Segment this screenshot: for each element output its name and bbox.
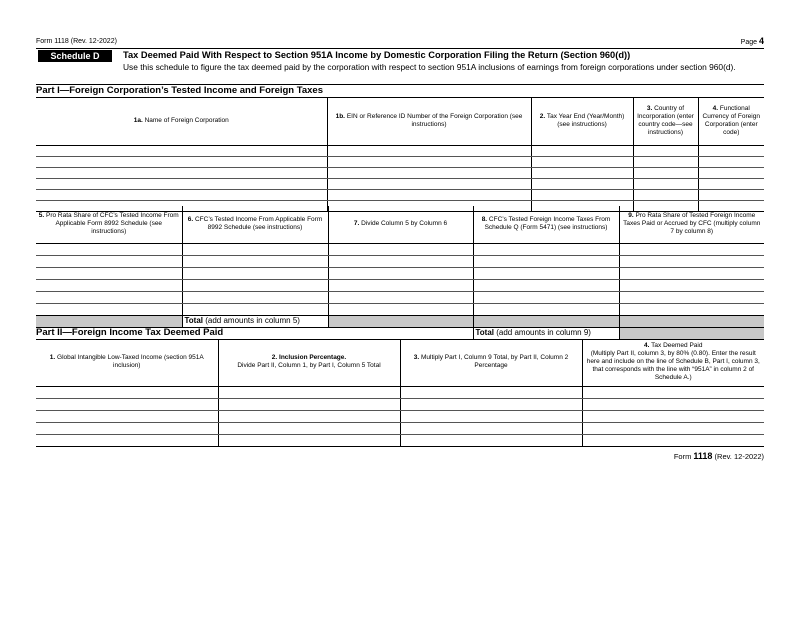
col-header-1b: 1b. EIN or Reference ID Number of the Foreign Corporation (see instructions) xyxy=(327,97,531,145)
input-cell[interactable] xyxy=(582,410,764,422)
table-row xyxy=(36,422,764,434)
input-cell[interactable] xyxy=(619,303,764,315)
table-row xyxy=(36,279,764,291)
input-cell[interactable] xyxy=(36,189,327,200)
input-cell[interactable] xyxy=(619,279,764,291)
input-cell[interactable] xyxy=(633,189,698,200)
input-cell[interactable] xyxy=(327,145,531,156)
input-cell[interactable] xyxy=(328,243,473,255)
input-cell[interactable] xyxy=(619,243,764,255)
col-header-6: 6. CFC’s Tested Income From Applicable Form 8992 Schedule (see instructions) xyxy=(182,206,328,243)
input-cell[interactable] xyxy=(582,422,764,434)
part2-table xyxy=(36,339,764,447)
input-cell[interactable] xyxy=(582,398,764,410)
table-row xyxy=(36,267,764,279)
schedule-badge: Schedule D xyxy=(38,50,112,62)
input-cell[interactable] xyxy=(328,279,473,291)
input-cell[interactable] xyxy=(531,145,633,156)
table-row xyxy=(36,255,764,267)
input-cell[interactable] xyxy=(327,167,531,178)
col-header-4: 4. Functional Currency of Foreign Corporation (enter code) xyxy=(698,97,764,145)
input-cell[interactable] xyxy=(182,291,328,303)
input-cell[interactable] xyxy=(473,267,619,279)
total-col5-label: Total (add amounts in column 5) xyxy=(182,315,328,327)
input-cell[interactable] xyxy=(182,279,328,291)
input-cell[interactable] xyxy=(218,386,400,398)
total-row-col5 xyxy=(36,315,764,327)
input-cell[interactable] xyxy=(36,267,182,279)
form-footer: Form 1118 (Rev. 12-2022) xyxy=(673,451,764,461)
input-cell[interactable] xyxy=(619,255,764,267)
input-cell[interactable] xyxy=(633,156,698,167)
input-cell[interactable] xyxy=(36,291,182,303)
input-cell[interactable] xyxy=(327,178,531,189)
col-header-1a: 1a. Name of Foreign Corporation xyxy=(36,97,327,145)
input-cell[interactable] xyxy=(698,167,764,178)
input-cell[interactable] xyxy=(36,178,327,189)
table-row xyxy=(36,178,764,189)
input-cell[interactable] xyxy=(698,178,764,189)
shaded-cell xyxy=(473,315,619,327)
table-row xyxy=(36,386,764,398)
table-row xyxy=(36,189,764,200)
page-number: Page 4 xyxy=(740,36,764,46)
col-header-3: 3. Country of Incorporation (enter country code—see instructions) xyxy=(633,97,698,145)
input-cell[interactable] xyxy=(473,255,619,267)
input-cell[interactable] xyxy=(473,291,619,303)
part2-title: Part II—Foreign Income Tax Deemed Paid xyxy=(36,327,224,338)
form-revision: Form 1118 (Rev. 12-2022) xyxy=(36,38,117,45)
col-header-8: 8. CFC’s Tested Foreign Income Taxes From Schedule Q (Form 5471) (see instructions) xyxy=(473,206,619,243)
col-header-p2-1: 1. Global Intangible Low-Taxed Income (section 951A inclusion) xyxy=(36,339,218,386)
input-cell[interactable] xyxy=(619,291,764,303)
table-row xyxy=(36,410,764,422)
input-cell[interactable] xyxy=(531,167,633,178)
input-cell[interactable] xyxy=(36,398,218,410)
input-cell[interactable] xyxy=(619,267,764,279)
divider xyxy=(36,48,764,49)
table-row xyxy=(36,243,764,255)
part1-title: Part I—Foreign Corporation’s Tested Income and Foreign Taxes xyxy=(36,85,323,96)
table-row xyxy=(36,303,764,315)
input-cell[interactable] xyxy=(531,156,633,167)
col-header-9: 9. Pro Rata Share of Tested Foreign Income Taxes Paid or Accrued by CFC (multiply column 7 by column 8) xyxy=(619,206,764,243)
input-cell[interactable] xyxy=(328,291,473,303)
input-cell[interactable] xyxy=(36,386,218,398)
input-cell[interactable] xyxy=(400,398,582,410)
input-cell[interactable] xyxy=(36,279,182,291)
input-cell[interactable] xyxy=(582,434,764,446)
input-cell[interactable] xyxy=(582,386,764,398)
input-cell[interactable] xyxy=(218,434,400,446)
input-cell[interactable] xyxy=(400,434,582,446)
input-cell[interactable] xyxy=(473,279,619,291)
schedule-description: Use this schedule to figure the tax deemed paid by the corporation with respect to section 951A inclusions of earnings from foreign corporations under section 960(d). xyxy=(123,62,736,72)
shaded-cell xyxy=(619,315,764,327)
total-col9-input[interactable] xyxy=(619,327,764,339)
input-cell[interactable] xyxy=(698,145,764,156)
col-header-p2-2: 2. Inclusion Percentage. Divide Part II, Column 1, by Part I, Column 5 Total xyxy=(218,339,400,386)
input-cell[interactable] xyxy=(328,267,473,279)
col-header-2: 2. Tax Year End (Year/Month) (see instructions) xyxy=(531,97,633,145)
input-cell[interactable] xyxy=(218,410,400,422)
table-row xyxy=(36,434,764,446)
input-cell[interactable] xyxy=(36,167,327,178)
col-header-7: 7. Divide Column 5 by Column 6 xyxy=(328,206,473,243)
input-cell[interactable] xyxy=(218,422,400,434)
shaded-cell xyxy=(328,315,473,327)
input-cell[interactable] xyxy=(36,243,182,255)
input-cell[interactable] xyxy=(531,189,633,200)
input-cell[interactable] xyxy=(400,386,582,398)
input-cell[interactable] xyxy=(328,255,473,267)
input-cell[interactable] xyxy=(327,189,531,200)
part1-top-table xyxy=(36,97,764,212)
input-cell[interactable] xyxy=(36,145,327,156)
input-cell[interactable] xyxy=(182,267,328,279)
input-cell[interactable] xyxy=(400,410,582,422)
input-cell[interactable] xyxy=(328,303,473,315)
input-cell[interactable] xyxy=(182,255,328,267)
input-cell[interactable] xyxy=(400,422,582,434)
input-cell[interactable] xyxy=(182,303,328,315)
total-col9-label: Total (add amounts in column 9) xyxy=(473,327,619,339)
table-row xyxy=(36,156,764,167)
input-cell[interactable] xyxy=(633,178,698,189)
input-cell[interactable] xyxy=(633,145,698,156)
input-cell[interactable] xyxy=(36,410,218,422)
input-cell[interactable] xyxy=(633,167,698,178)
input-cell[interactable] xyxy=(36,303,182,315)
input-cell[interactable] xyxy=(36,255,182,267)
table-row xyxy=(36,167,764,178)
table-row xyxy=(36,291,764,303)
input-cell[interactable] xyxy=(473,303,619,315)
table-row xyxy=(36,145,764,156)
input-cell[interactable] xyxy=(182,243,328,255)
input-cell[interactable] xyxy=(36,434,218,446)
col-header-p2-3: 3. Multiply Part I, Column 9 Total, by Part II, Column 2 Percentage xyxy=(400,339,582,386)
input-cell[interactable] xyxy=(327,156,531,167)
input-cell[interactable] xyxy=(698,189,764,200)
input-cell[interactable] xyxy=(473,243,619,255)
input-cell[interactable] xyxy=(218,398,400,410)
input-cell[interactable] xyxy=(36,422,218,434)
col-header-5: 5. Pro Rata Share of CFC’s Tested Income From Applicable Form 8992 Schedule (see instructions) xyxy=(36,206,182,243)
col-header-p2-4: 4. Tax Deemed Paid (Multiply Part II, column 3, by 80% (0.80). Enter the result here and include on the line of Schedule B, Part I, column 3, that corresponds with the line with “951A” in column 2 of Schedule A.) xyxy=(582,339,764,386)
input-cell[interactable] xyxy=(531,178,633,189)
shaded-cell xyxy=(36,315,182,327)
table-row xyxy=(36,398,764,410)
input-cell[interactable] xyxy=(36,156,327,167)
schedule-title: Tax Deemed Paid With Respect to Section 951A Income by Domestic Corporation Filing the Return (Section 960(d)) xyxy=(123,50,631,60)
part1-bottom-table xyxy=(36,206,764,340)
input-cell[interactable] xyxy=(698,156,764,167)
